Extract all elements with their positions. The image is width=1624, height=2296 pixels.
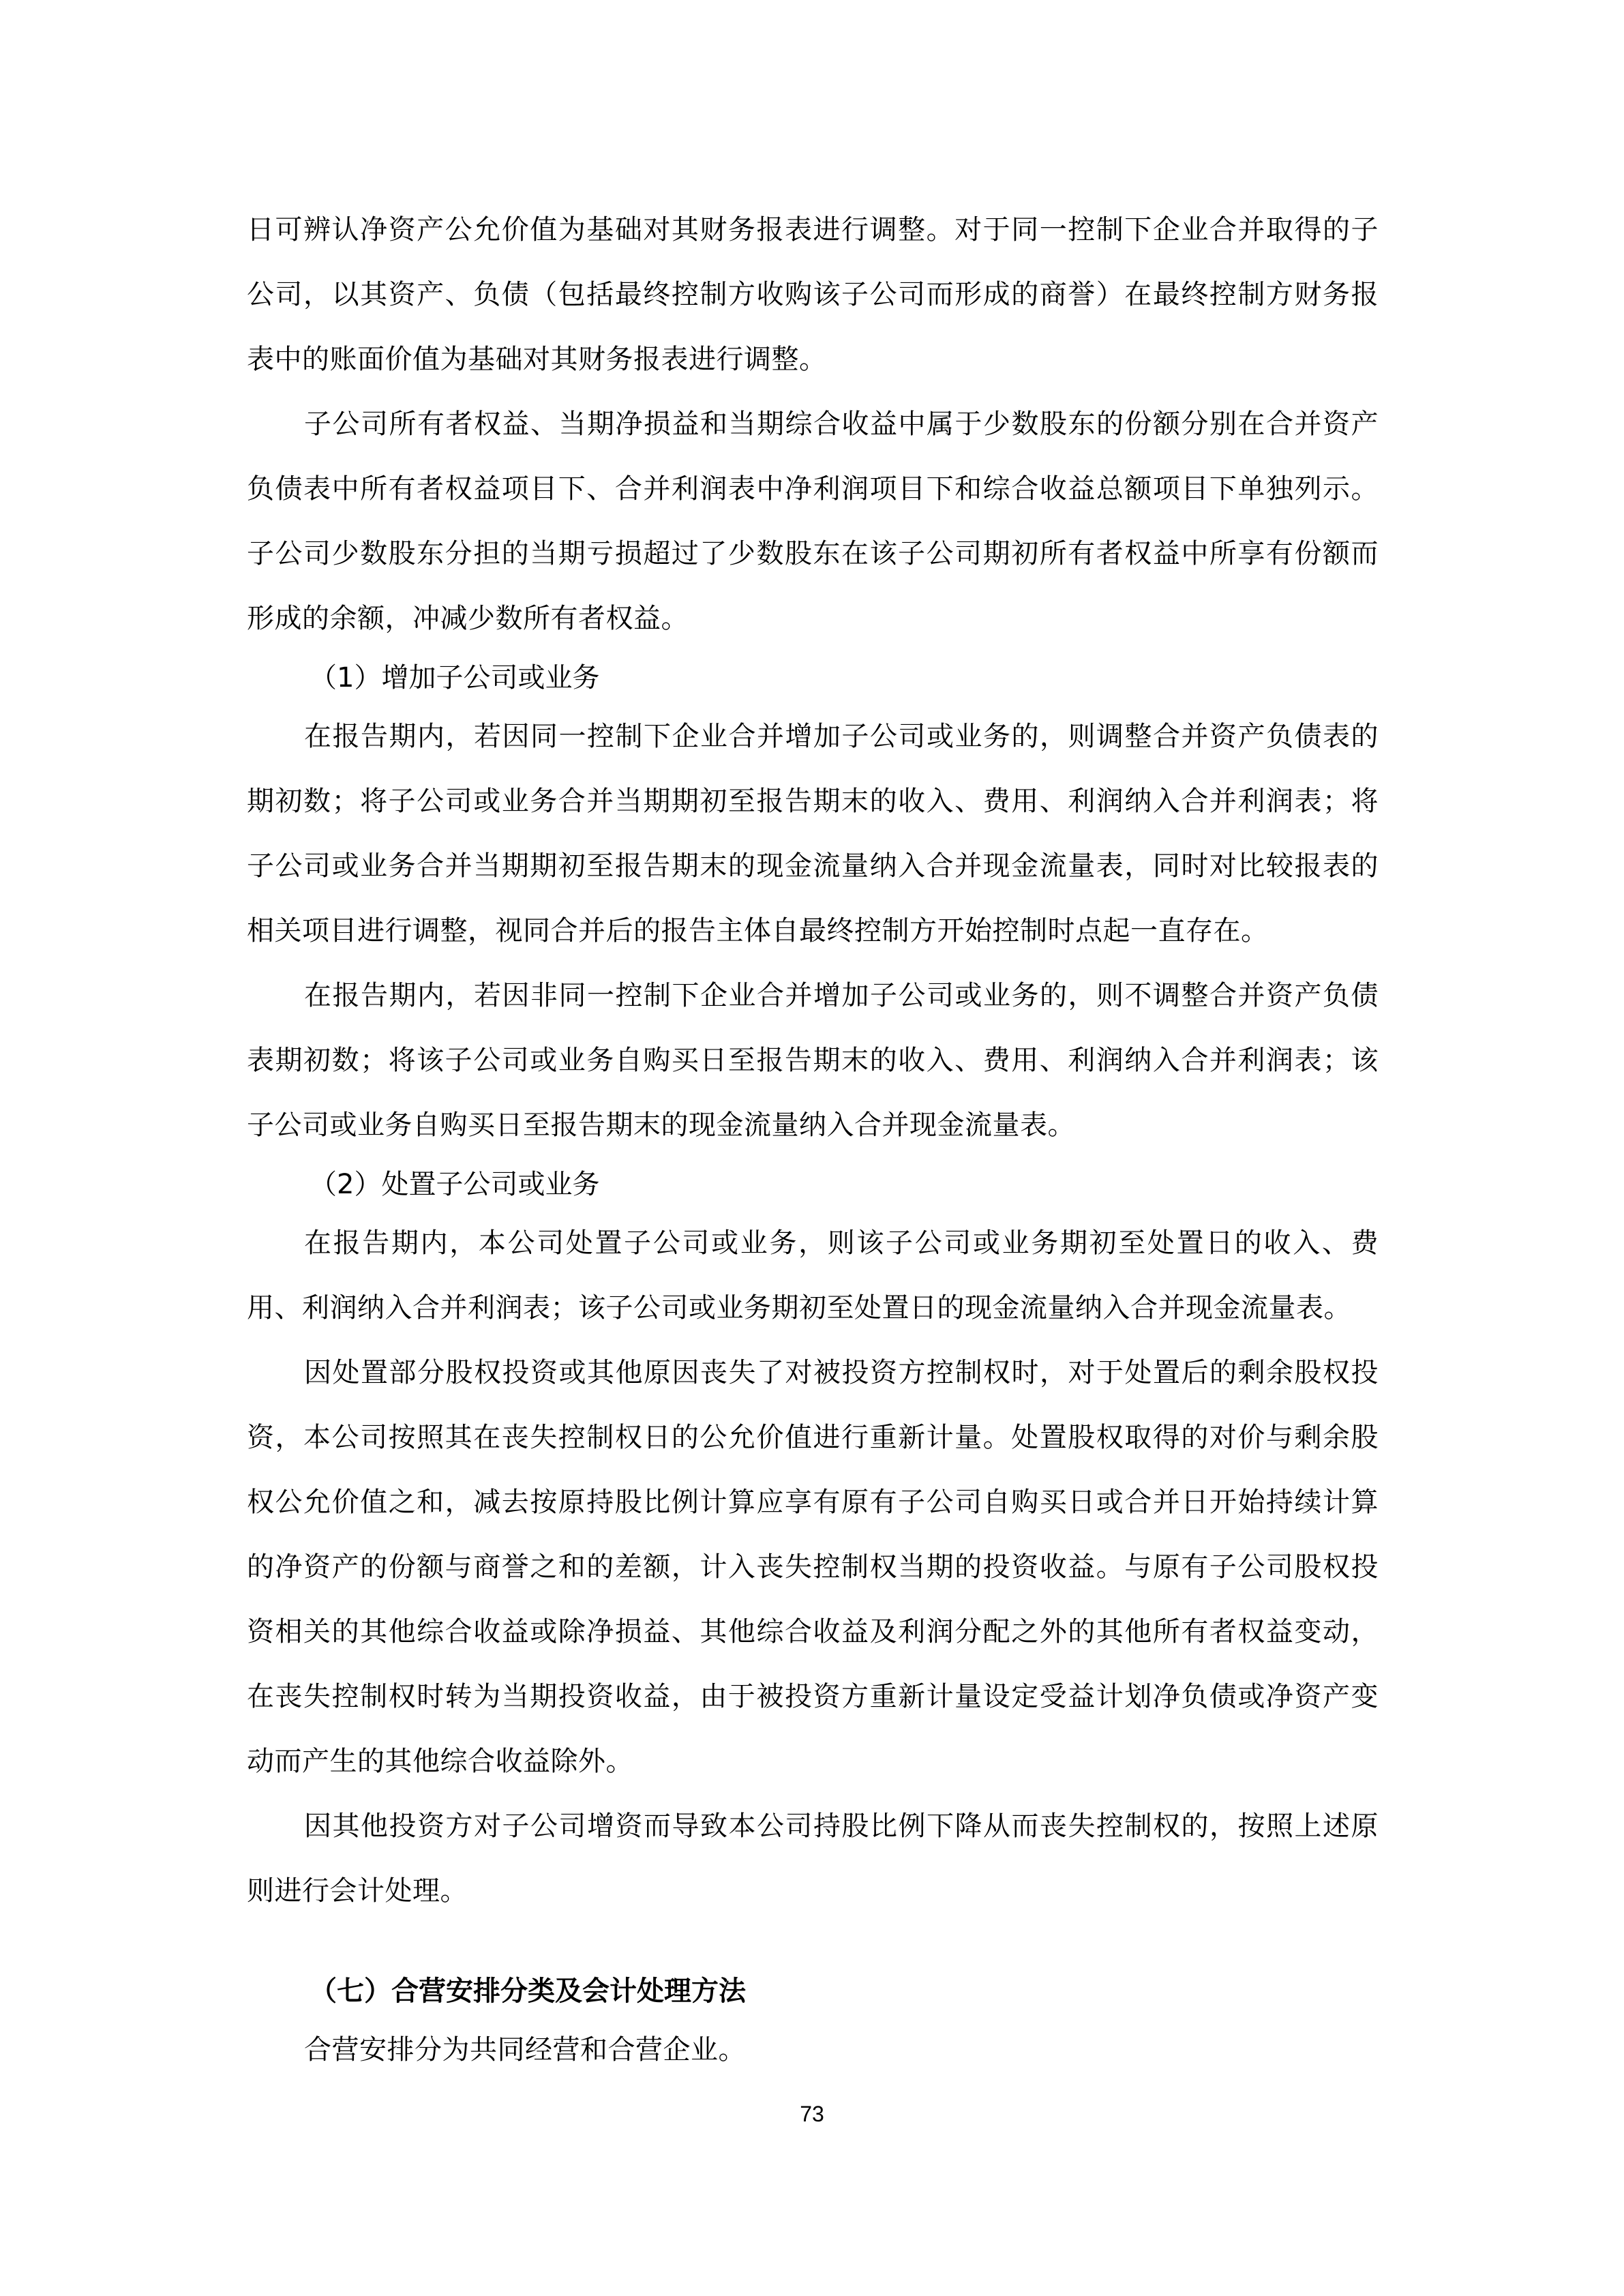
section-title-joint-arrangements: （七）合营安排分类及会计处理方法: [310, 1976, 746, 2007]
paragraph-dilution: 因其他投资方对子公司增资而导致本公司持股比例下降从而丧失控制权的，按照上述原则进行会计处理。: [247, 1810, 1379, 1907]
paragraph-loss-of-control: 因处置部分股权投资或其他原因丧失了对被投资方控制权时，对于处置后的剩余股权投资，本公司按照其在丧失控制权日的公允价值进行重新计量。处置股权取得的对价与剩余股权公允价值之和，减去按原持股比例计算应享有原有子公司自购买日或合并日开始持续计算的净资产的份额与商誉之和的差额，计入丧失控制权当期的投资收益。与原有子公司股权投资相关的其他综合收益或除净损益、其他综合收益及利润分配之外的其他所有者权益变动，在丧失控制权时转为当期投资收益，由于被投资方重新计量设定受益计划净负债或净资产变动而产生的其他综合收益除外。: [247, 1357, 1379, 1777]
paragraph-same-control-merger: 在报告期内，若因同一控制下企业合并增加子公司或业务的，则调整合并资产负债表的期初数；将子公司或业务合并当期期初至报告期末的收入、费用、利润纳入合并利润表；将子公司或业务合并当期期初至报告期末的现金流量纳入合并现金流量表，同时对比较报表的相关项目进行调整，视同合并后的报告主体自最终控制方开始控制时点起一直存在。: [247, 721, 1379, 946]
subheading-add-subsidiary: （1）增加子公司或业务: [310, 662, 600, 694]
paragraph-minority-interest: 子公司所有者权益、当期净损益和当期综合收益中属于少数股东的份额分别在合并资产负债表中所有者权益项目下、合并利润表中净利润项目下和综合收益总额项目下单独列示。子公司少数股东分担的当期亏损超过了少数股东在该子公司期初所有者权益中所享有份额而形成的余额，冲减少数所有者权益。: [247, 408, 1379, 634]
page-number: 73: [800, 2102, 824, 2126]
paragraph-continuation: 日可辨认净资产公允价值为基础对其财务报表进行调整。对于同一控制下企业合并取得的子公司，以其资产、负债（包括最终控制方收购该子公司而形成的商誉）在最终控制方财务报表中的账面价值为基础对其财务报表进行调整。: [247, 214, 1379, 375]
paragraph-joint-arrangement-types: 合营安排分为共同经营和合营企业。: [304, 2034, 746, 2066]
page-body: [247, 198, 1379, 2083]
subheading-dispose-subsidiary: （2）处置子公司或业务: [310, 1169, 600, 1200]
paragraph-non-same-control-merger: 在报告期内，若因非同一控制下企业合并增加子公司或业务的，则不调整合并资产负债表期初数；将该子公司或业务自购买日至报告期末的收入、费用、利润纳入合并利润表；该子公司或业务自购买日至报告期末的现金流量纳入合并现金流量表。: [247, 980, 1379, 1141]
paragraph-disposal: 在报告期内，本公司处置子公司或业务，则该子公司或业务期初至处置日的收入、费用、利润纳入合并利润表；该子公司或业务期初至处置日的现金流量纳入合并现金流量表。: [247, 1227, 1379, 1324]
